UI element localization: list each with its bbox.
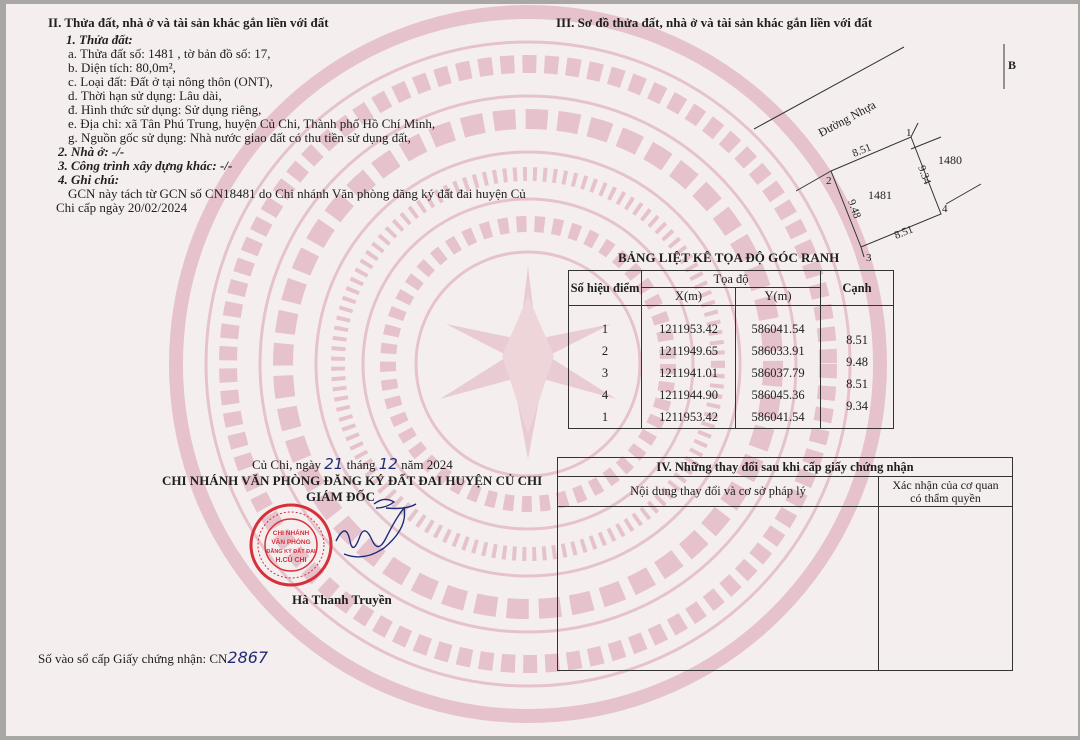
- certificate-page: [6, 4, 1078, 736]
- point-cell: 3: [601, 366, 609, 380]
- land-parcel-heading: 1. Thửa đất:: [66, 32, 133, 47]
- edge-cell: 9.48: [846, 355, 868, 369]
- place-date-prefix: Củ Chi, ngày: [252, 457, 321, 472]
- y-column: [736, 306, 821, 429]
- corner-label-4: 4: [942, 203, 948, 215]
- address-line: e. Địa chỉ: xã Tân Phú Trung, huyện Củ Chi, Thành phố Hồ Chí Minh,: [68, 116, 436, 131]
- edge-column: [821, 306, 894, 429]
- month-word: tháng: [346, 457, 376, 472]
- point-cell: 4: [601, 388, 609, 402]
- signer-name: Hà Thanh Truyền: [292, 592, 392, 607]
- stamp-line-2: VĂN PHÒNG: [271, 539, 311, 546]
- parcel-diagram: [746, 39, 1066, 269]
- use-form-line: đ. Hình thức sử dụng: Sử dụng riêng,: [68, 102, 262, 117]
- place-date: [252, 457, 453, 472]
- note-line-2: Chi cấp ngày 20/02/2024: [56, 200, 188, 215]
- header-point: Số hiệu điểm: [569, 271, 642, 306]
- confirm-line-1: Xác nhận của cơ quan: [892, 477, 999, 492]
- area-line: b. Diện tích: 80,0m²,: [68, 60, 176, 75]
- corner-label-1: 1: [906, 127, 912, 139]
- header-y: Y(m): [736, 288, 821, 306]
- y-cell: 586041.54: [751, 410, 805, 424]
- corner-label-2: 2: [826, 175, 832, 187]
- stamp-line-4: H.CỦ CHI: [275, 557, 307, 564]
- note-line-1: GCN này tách từ GCN số CN18481 do Chi nhánh Văn phòng đăng ký đất đai huyện Củ: [68, 186, 526, 201]
- signer-role: GIÁM ĐỐC: [306, 489, 375, 504]
- header-x: X(m): [642, 288, 736, 306]
- edge-label-bottom: 8.51: [892, 223, 915, 242]
- changes-empty-confirm: [879, 507, 1013, 671]
- issuing-org: CHI NHÁNH VĂN PHÒNG ĐĂNG KÝ ĐẤT ĐAI HUYỆN CỦ CHI: [162, 473, 543, 488]
- edge-label-right: 9.34: [915, 163, 934, 187]
- parcel-number-label: 1481: [868, 188, 892, 202]
- stamp-line-1: CHI NHÁNH: [272, 530, 310, 537]
- x-cell: 1211953.42: [659, 410, 718, 424]
- use-term-line: d. Thời hạn sử dụng: Lâu dài,: [68, 88, 222, 103]
- edge-label-top: 8.51: [850, 141, 873, 160]
- confirm-line-2: có thẩm quyền: [910, 490, 981, 505]
- x-cell: 1211949.65: [659, 344, 718, 358]
- y-cell: 586037.79: [751, 366, 805, 380]
- header-edge: Cạnh: [821, 271, 894, 306]
- point-cell: 2: [601, 344, 609, 358]
- changes-col-content: Nội dung thay đổi và cơ sở pháp lý: [558, 477, 879, 507]
- changes-title: IV. Những thay đổi sau khi cấp giấy chứng nhận: [558, 458, 1013, 477]
- changes-col-confirm: [879, 477, 1013, 507]
- section-ii-title: II. Thửa đất, nhà ở và tài sản khác gắn liền với đất: [48, 15, 329, 30]
- coordinate-table: [568, 270, 894, 429]
- edge-cell: 8.51: [846, 377, 868, 391]
- coord-table-title: BẢNG LIỆT KÊ TỌA ĐỘ GÓC RANH: [618, 250, 840, 265]
- x-cell: 1211944.90: [659, 388, 718, 402]
- handwritten-day: 21: [324, 455, 344, 473]
- x-cell: 1211953.42: [659, 322, 718, 336]
- certificate-register-number: [38, 650, 268, 666]
- land-type-line: c. Loại đất: Đất ở tại nông thôn (ONT),: [68, 74, 273, 89]
- changes-empty-content: [558, 507, 879, 671]
- y-cell: 586045.36: [751, 388, 805, 402]
- stamp-line-3: ĐĂNG KÝ ĐẤT ĐAI: [266, 549, 316, 555]
- signature-scribble: [326, 486, 426, 576]
- parcel-number-line: a. Thửa đất số: 1481 , tờ bản đồ số: 17,: [68, 46, 271, 61]
- edge-cell: 9.34: [846, 399, 868, 413]
- neighbor-parcel-label: 1480: [938, 153, 962, 167]
- x-cell: 1211941.01: [659, 366, 718, 380]
- section-iii-title: III. Sơ đồ thửa đất, nhà ở và tài sản khác gắn liền với đất: [556, 15, 873, 30]
- road-label: Đường Nhựa: [815, 97, 879, 140]
- x-column: [642, 306, 736, 429]
- header-coord: Tọa độ: [642, 271, 821, 288]
- year-text: năm 2024: [401, 457, 453, 472]
- corner-label-3: 3: [866, 252, 872, 264]
- notes-heading: 4. Ghi chú:: [58, 172, 120, 187]
- official-stamp: [246, 500, 336, 590]
- point-cell: 1: [601, 322, 609, 336]
- edge-cell: 8.51: [846, 333, 868, 347]
- handwritten-month: 12: [378, 455, 398, 473]
- other-works-line: 3. Công trình xây dựng khác: -/-: [58, 158, 233, 173]
- edge-label-left: 9.48: [845, 197, 864, 221]
- north-label: B: [1008, 58, 1017, 72]
- y-cell: 586041.54: [751, 322, 805, 336]
- point-cell: 1: [601, 410, 609, 424]
- changes-table: [557, 457, 1013, 671]
- house-line: 2. Nhà ở: -/-: [58, 144, 125, 159]
- register-label: Số vào sổ cấp Giấy chứng nhận: CN: [38, 651, 228, 666]
- y-cell: 586033.91: [751, 344, 805, 358]
- points-column: [569, 306, 642, 429]
- origin-line: g. Nguồn gốc sử dụng: Nhà nước giao đất có thu tiền sử dụng đất,: [68, 130, 411, 145]
- handwritten-register-number: 2867: [227, 648, 269, 667]
